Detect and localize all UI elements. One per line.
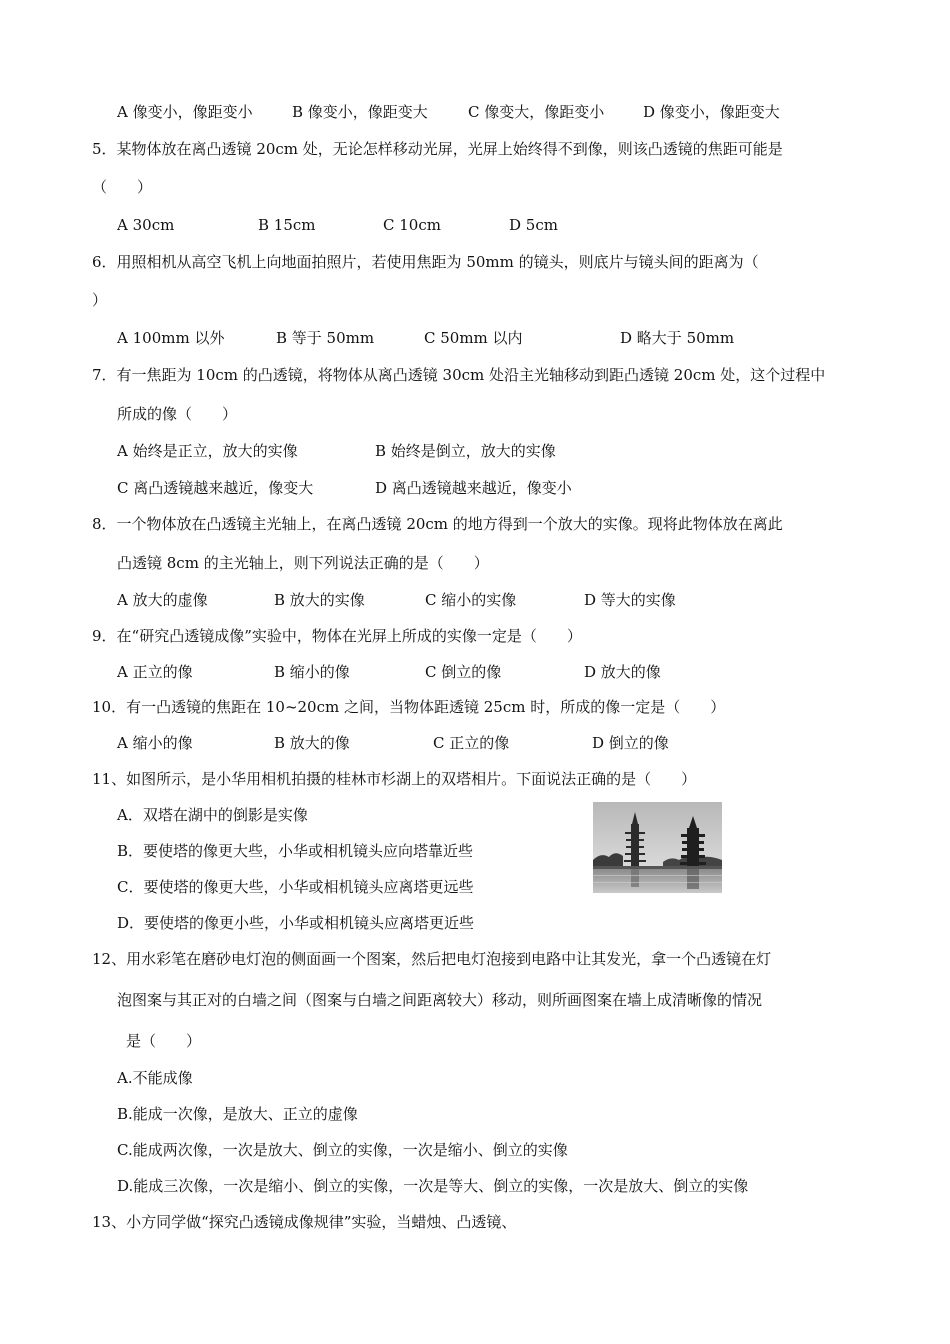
q4-option-b: B 像变小，像距变大 xyxy=(292,103,428,121)
q4-option-c: C 像变大，像距变小 xyxy=(468,103,605,121)
q8-option-a: A 放大的虚像 xyxy=(117,591,208,609)
q4-option-d: D 像变小，像距变大 xyxy=(643,103,780,121)
q9-option-c: C 倒立的像 xyxy=(425,663,502,681)
q6-option-d: D 略大于 50mm xyxy=(620,329,735,347)
q7-option-c: C 离凸透镜越来越近，像变大 xyxy=(117,479,314,497)
q9-stem: 9．在“研究凸透镜成像”实验中，物体在光屏上所成的实像一定是（ ） xyxy=(92,627,582,645)
q5-stem: 5．某物体放在离凸透镜 20cm 处，无论怎样移动光屏，光屏上始终得不到像，则该凸透镜的焦距可能是 xyxy=(92,140,783,158)
q6-option-b: B 等于 50mm xyxy=(276,329,375,347)
q13-stem: 13、小方同学做“探究凸透镜成像规律”实验，当蜡烛、凸透镜、 xyxy=(92,1213,517,1231)
q5-option-b: B 15cm xyxy=(258,216,316,234)
q12-stem-end: 是（ ） xyxy=(126,1032,202,1050)
q11-option-d: D．要使塔的像更小些，小华或相机镜头应离塔更近些 xyxy=(117,914,475,932)
q10-stem: 10．有一凸透镜的焦距在 10~20cm 之间，当物体距透镜 25cm 时，所成的像一定是（ ） xyxy=(92,698,726,716)
q11-option-b: B．要使塔的像更大些，小华或相机镜头应向塔靠近些 xyxy=(117,842,474,860)
q8-option-c: C 缩小的实像 xyxy=(425,591,517,609)
q6-paren: ） xyxy=(92,291,108,309)
q10-option-a: A 缩小的像 xyxy=(117,734,193,752)
q10-option-b: B 放大的像 xyxy=(274,734,350,752)
q8-option-b: B 放大的实像 xyxy=(274,591,365,609)
q9-option-a: A 正立的像 xyxy=(117,663,193,681)
q5-option-a: A 30cm xyxy=(117,216,175,234)
q6-option-c: C 50mm 以内 xyxy=(424,329,523,347)
q5-option-d: D 5cm xyxy=(509,216,558,234)
q11-option-a: A．双塔在湖中的倒影是实像 xyxy=(117,806,308,824)
q8-option-d: D 等大的实像 xyxy=(584,591,676,609)
q12-option-c: C.能成两次像，一次是放大、倒立的实像，一次是缩小、倒立的实像 xyxy=(117,1141,568,1159)
q12-option-a: A.不能成像 xyxy=(117,1069,193,1087)
q11-stem: 11、如图所示，是小华用相机拍摄的桂林市杉湖上的双塔相片。下面说法正确的是（ ） xyxy=(92,770,697,788)
twin-pagoda-photo xyxy=(593,802,722,893)
q12-stem: 12、用水彩笔在磨砂电灯泡的侧面画一个图案，然后把电灯泡接到电路中让其发光，拿一个凸透镜在灯 xyxy=(92,950,772,968)
q5-paren: （ ） xyxy=(92,178,153,196)
q7-option-d: D 离凸透镜越来越近，像变小 xyxy=(375,479,572,497)
q9-option-b: B 缩小的像 xyxy=(274,663,350,681)
q6-stem: 6．用照相机从高空飞机上向地面拍照片，若使用焦距为 50mm 的镜头，则底片与镜头间的距离为（ xyxy=(92,253,759,271)
q7-stem: 7．有一焦距为 10cm 的凸透镜，将物体从离凸透镜 30cm 处沿主光轴移动到距凸透镜 20cm 处，这个过程中 xyxy=(92,366,826,384)
q7-option-a: A 始终是正立，放大的实像 xyxy=(117,442,298,460)
q10-option-d: D 倒立的像 xyxy=(592,734,669,752)
q9-option-d: D 放大的像 xyxy=(584,663,661,681)
q11-option-c: C．要使塔的像更大些，小华或相机镜头应离塔更远些 xyxy=(117,878,474,896)
q12-option-d: D.能成三次像，一次是缩小、倒立的实像，一次是等大、倒立的实像，一次是放大、倒立的实像 xyxy=(117,1177,749,1195)
q12-option-b: B.能成一次像，是放大、正立的虚像 xyxy=(117,1105,358,1123)
q12-stem-cont: 泡图案与其正对的白墙之间（图案与白墙之间距离较大）移动，则所画图案在墙上成清晰像的情况 xyxy=(117,991,763,1009)
q5-option-c: C 10cm xyxy=(383,216,441,234)
q10-option-c: C 正立的像 xyxy=(433,734,510,752)
q6-option-a: A 100mm 以外 xyxy=(117,329,225,347)
q7-option-b: B 始终是倒立，放大的实像 xyxy=(375,442,556,460)
q8-stem: 8．一个物体放在凸透镜主光轴上，在离凸透镜 20cm 的地方得到一个放大的实像。现将此物体放在离此 xyxy=(92,515,783,533)
q8-stem-cont: 凸透镜 8cm 的主光轴上，则下列说法正确的是（ ） xyxy=(117,554,489,572)
q4-option-a: A 像变小，像距变小 xyxy=(117,103,253,121)
q7-stem-cont: 所成的像（ ） xyxy=(117,405,238,423)
